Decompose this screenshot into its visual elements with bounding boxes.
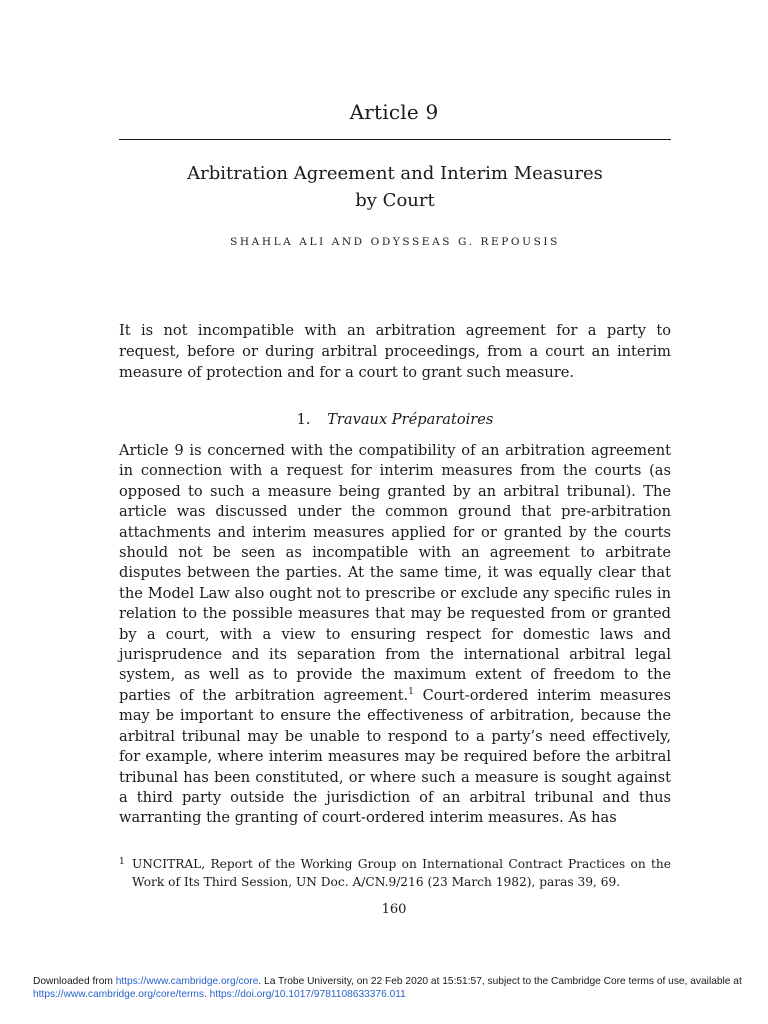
title-divider <box>119 139 671 140</box>
core-terms-link[interactable]: https://www.cambridge.org/core/terms <box>33 989 204 1000</box>
page-number: 160 <box>381 902 407 917</box>
article-number: Article 9 <box>349 100 439 124</box>
download-notice-separator: . <box>203 989 210 1000</box>
download-notice <box>33 975 743 1001</box>
article-authors: SHAHLA ALI AND ODYSSEAS G. REPOUSIS <box>230 236 560 248</box>
body-paragraph <box>119 441 671 829</box>
article-title-line-2: by Court <box>355 190 435 211</box>
doi-link[interactable]: https://doi.org/10.1017/9781108633376.011 <box>209 989 406 1000</box>
section-number: 1. <box>296 411 311 428</box>
cambridge-core-link[interactable]: https://www.cambridge.org/core <box>115 976 259 987</box>
body-text-part-2: Court-ordered interim measures may be important to ensure the effectiveness of arbitration, because the arbitral tribunal may be unable to respond to a party’s need effectively, for example, where interim measures may be required before the arbitral tribunal has been constituted, or where such a measure is sought against a third party outside the jurisdiction of an arbitral tribunal and thus warranting the granting of court-ordered interim measures. As has <box>119 686 672 827</box>
body-text-part-1: Article 9 is concerned with the compatibility of an arbitration agreement in connection with a request for interim measures from the courts (as opposed to such a measure being granted by an arbitral tribunal). The article was discussed under the common ground that pre-arbitration attachments and interim measures applied for or granted by the courts should not be seen as incompatible with an agreement to arbitrate disputes between the parties. At the same time, it was equally clear that the Model Law also ought not to prescribe or exclude any specific rules in relation to the possible measures that may be requested from or granted by a court, with a view to ensuring respect for domestic laws and jurisprudence and its separation from the international arbitral legal system, as well as to provide the maximum extent of freedom to the parties of the arbitration agreement. <box>119 442 671 704</box>
footnote <box>119 855 671 891</box>
footnote-reference[interactable]: 1 <box>408 686 414 697</box>
footnote-text: UNCITRAL, Report of the Working Group on International Contract Practices on the Work of Its Third Session, UN Doc. A/CN.9/216 (23 March 1982), paras 39, 69. <box>132 857 671 889</box>
article-title-line-1: Arbitration Agreement and Interim Measures <box>187 163 603 184</box>
article-text-epigraph: It is not incompatible with an arbitration agreement for a party to request, before or during arbitral proceedings, from a court an interim measure of protection and for a court to grant such measure. <box>119 322 671 381</box>
download-notice-middle: . La Trobe University, on 22 Feb 2020 at 15:51:57, subject to the Cambridge Core terms of use, available at <box>258 976 742 987</box>
article-title <box>119 160 671 214</box>
footnote-mark: 1 <box>119 857 125 867</box>
section-title: Travaux Préparatoires <box>327 411 494 428</box>
section-heading <box>119 411 671 428</box>
download-notice-prefix: Downloaded from <box>33 976 116 987</box>
